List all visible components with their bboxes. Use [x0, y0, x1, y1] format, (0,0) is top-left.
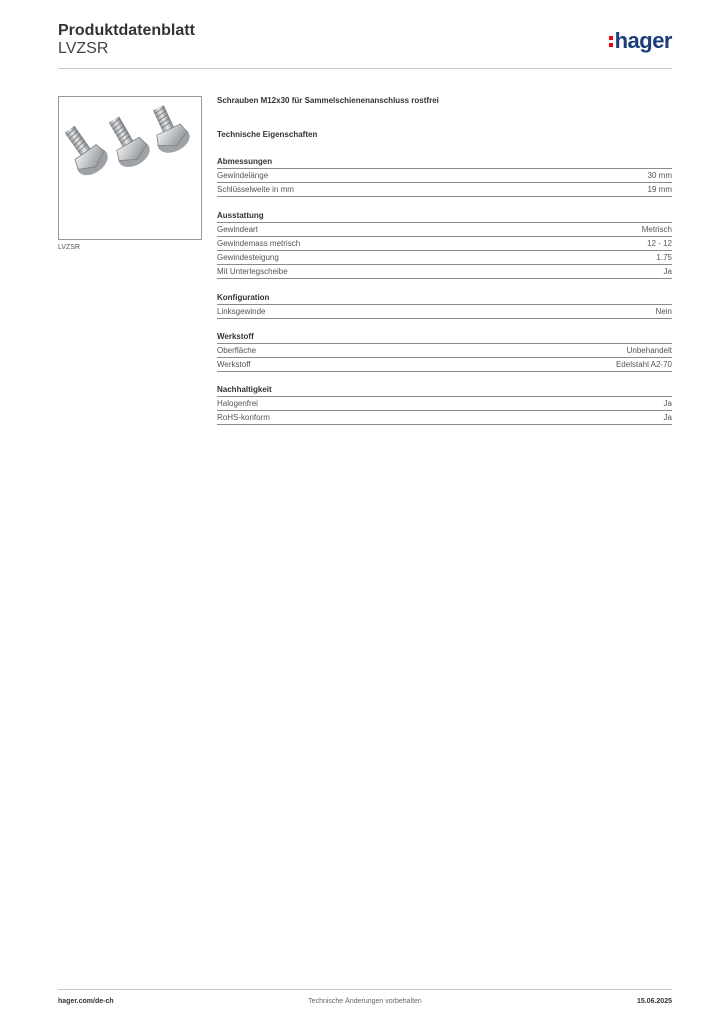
property-group-nachhaltigkeit: [217, 384, 672, 425]
header-divider: [58, 68, 672, 69]
product-image: [58, 96, 202, 240]
logo-dots-icon: [609, 36, 613, 47]
property-row: [217, 169, 672, 183]
property-value: 1.75: [656, 253, 672, 262]
property-label: Linksgewinde: [217, 307, 266, 316]
property-row: [217, 305, 672, 319]
property-row: [217, 397, 672, 411]
property-label: Mit Unterlegscheibe: [217, 267, 288, 276]
property-value: 30 mm: [647, 171, 672, 180]
product-description: Schrauben M12x30 für Sammelschienenanschluss rostfrei: [217, 96, 439, 105]
property-value: Ja: [663, 413, 672, 422]
property-label: Gewindemass metrisch: [217, 239, 301, 248]
property-row: [217, 411, 672, 425]
property-group-konfiguration: [217, 292, 672, 319]
property-label: Gewindelänge: [217, 171, 269, 180]
hager-logo: [609, 28, 672, 54]
page-title: Produktdatenblatt: [58, 22, 195, 39]
property-value: Ja: [663, 399, 672, 408]
property-value: Ja: [663, 267, 672, 276]
group-title: Nachhaltigkeit: [217, 384, 672, 397]
page-header: [58, 20, 672, 68]
property-value: Edelstahl A2-70: [615, 360, 672, 369]
group-title: Werkstoff: [217, 331, 672, 344]
footer-website-link[interactable]: hager.com/de-ch: [58, 998, 114, 1005]
property-value: Nein: [655, 307, 672, 316]
property-row: [217, 251, 672, 265]
logo-text: hager: [614, 28, 672, 53]
property-label: Oberfläche: [217, 346, 257, 355]
property-row: [217, 183, 672, 197]
footer-divider: [58, 989, 672, 990]
property-label: Gewindeart: [217, 225, 258, 234]
product-code: LVZSR: [58, 40, 109, 57]
property-row: [217, 265, 672, 279]
property-label: RoHS-konform: [217, 413, 270, 422]
property-row: [217, 358, 672, 372]
property-row: [217, 344, 672, 358]
property-value: Unbehandelt: [626, 346, 672, 355]
property-value: 19 mm: [647, 185, 672, 194]
property-group-werkstoff: [217, 331, 672, 372]
section-title: Technische Eigenschaften: [217, 130, 318, 139]
property-group-abmessungen: [217, 156, 672, 197]
footer-notice: Technische Änderungen vorbehalten: [308, 998, 422, 1005]
property-row: [217, 237, 672, 251]
screws-product-photo-icon: [59, 97, 201, 239]
image-caption: LVZSR: [58, 244, 81, 251]
page-footer: [58, 998, 672, 1010]
property-label: Werkstoff: [217, 360, 251, 369]
group-title: Ausstattung: [217, 210, 672, 223]
property-label: Halogenfrei: [217, 399, 258, 408]
group-title: Abmessungen: [217, 156, 672, 169]
property-label: Gewindesteigung: [217, 253, 279, 262]
property-value: 12 - 12: [647, 239, 672, 248]
footer-date: 15.06.2025: [636, 998, 672, 1005]
property-label: Schlüsselweite in mm: [217, 185, 294, 194]
group-title: Konfiguration: [217, 292, 672, 305]
property-value: Metrisch: [641, 225, 672, 234]
property-row: [217, 223, 672, 237]
property-group-ausstattung: [217, 210, 672, 279]
